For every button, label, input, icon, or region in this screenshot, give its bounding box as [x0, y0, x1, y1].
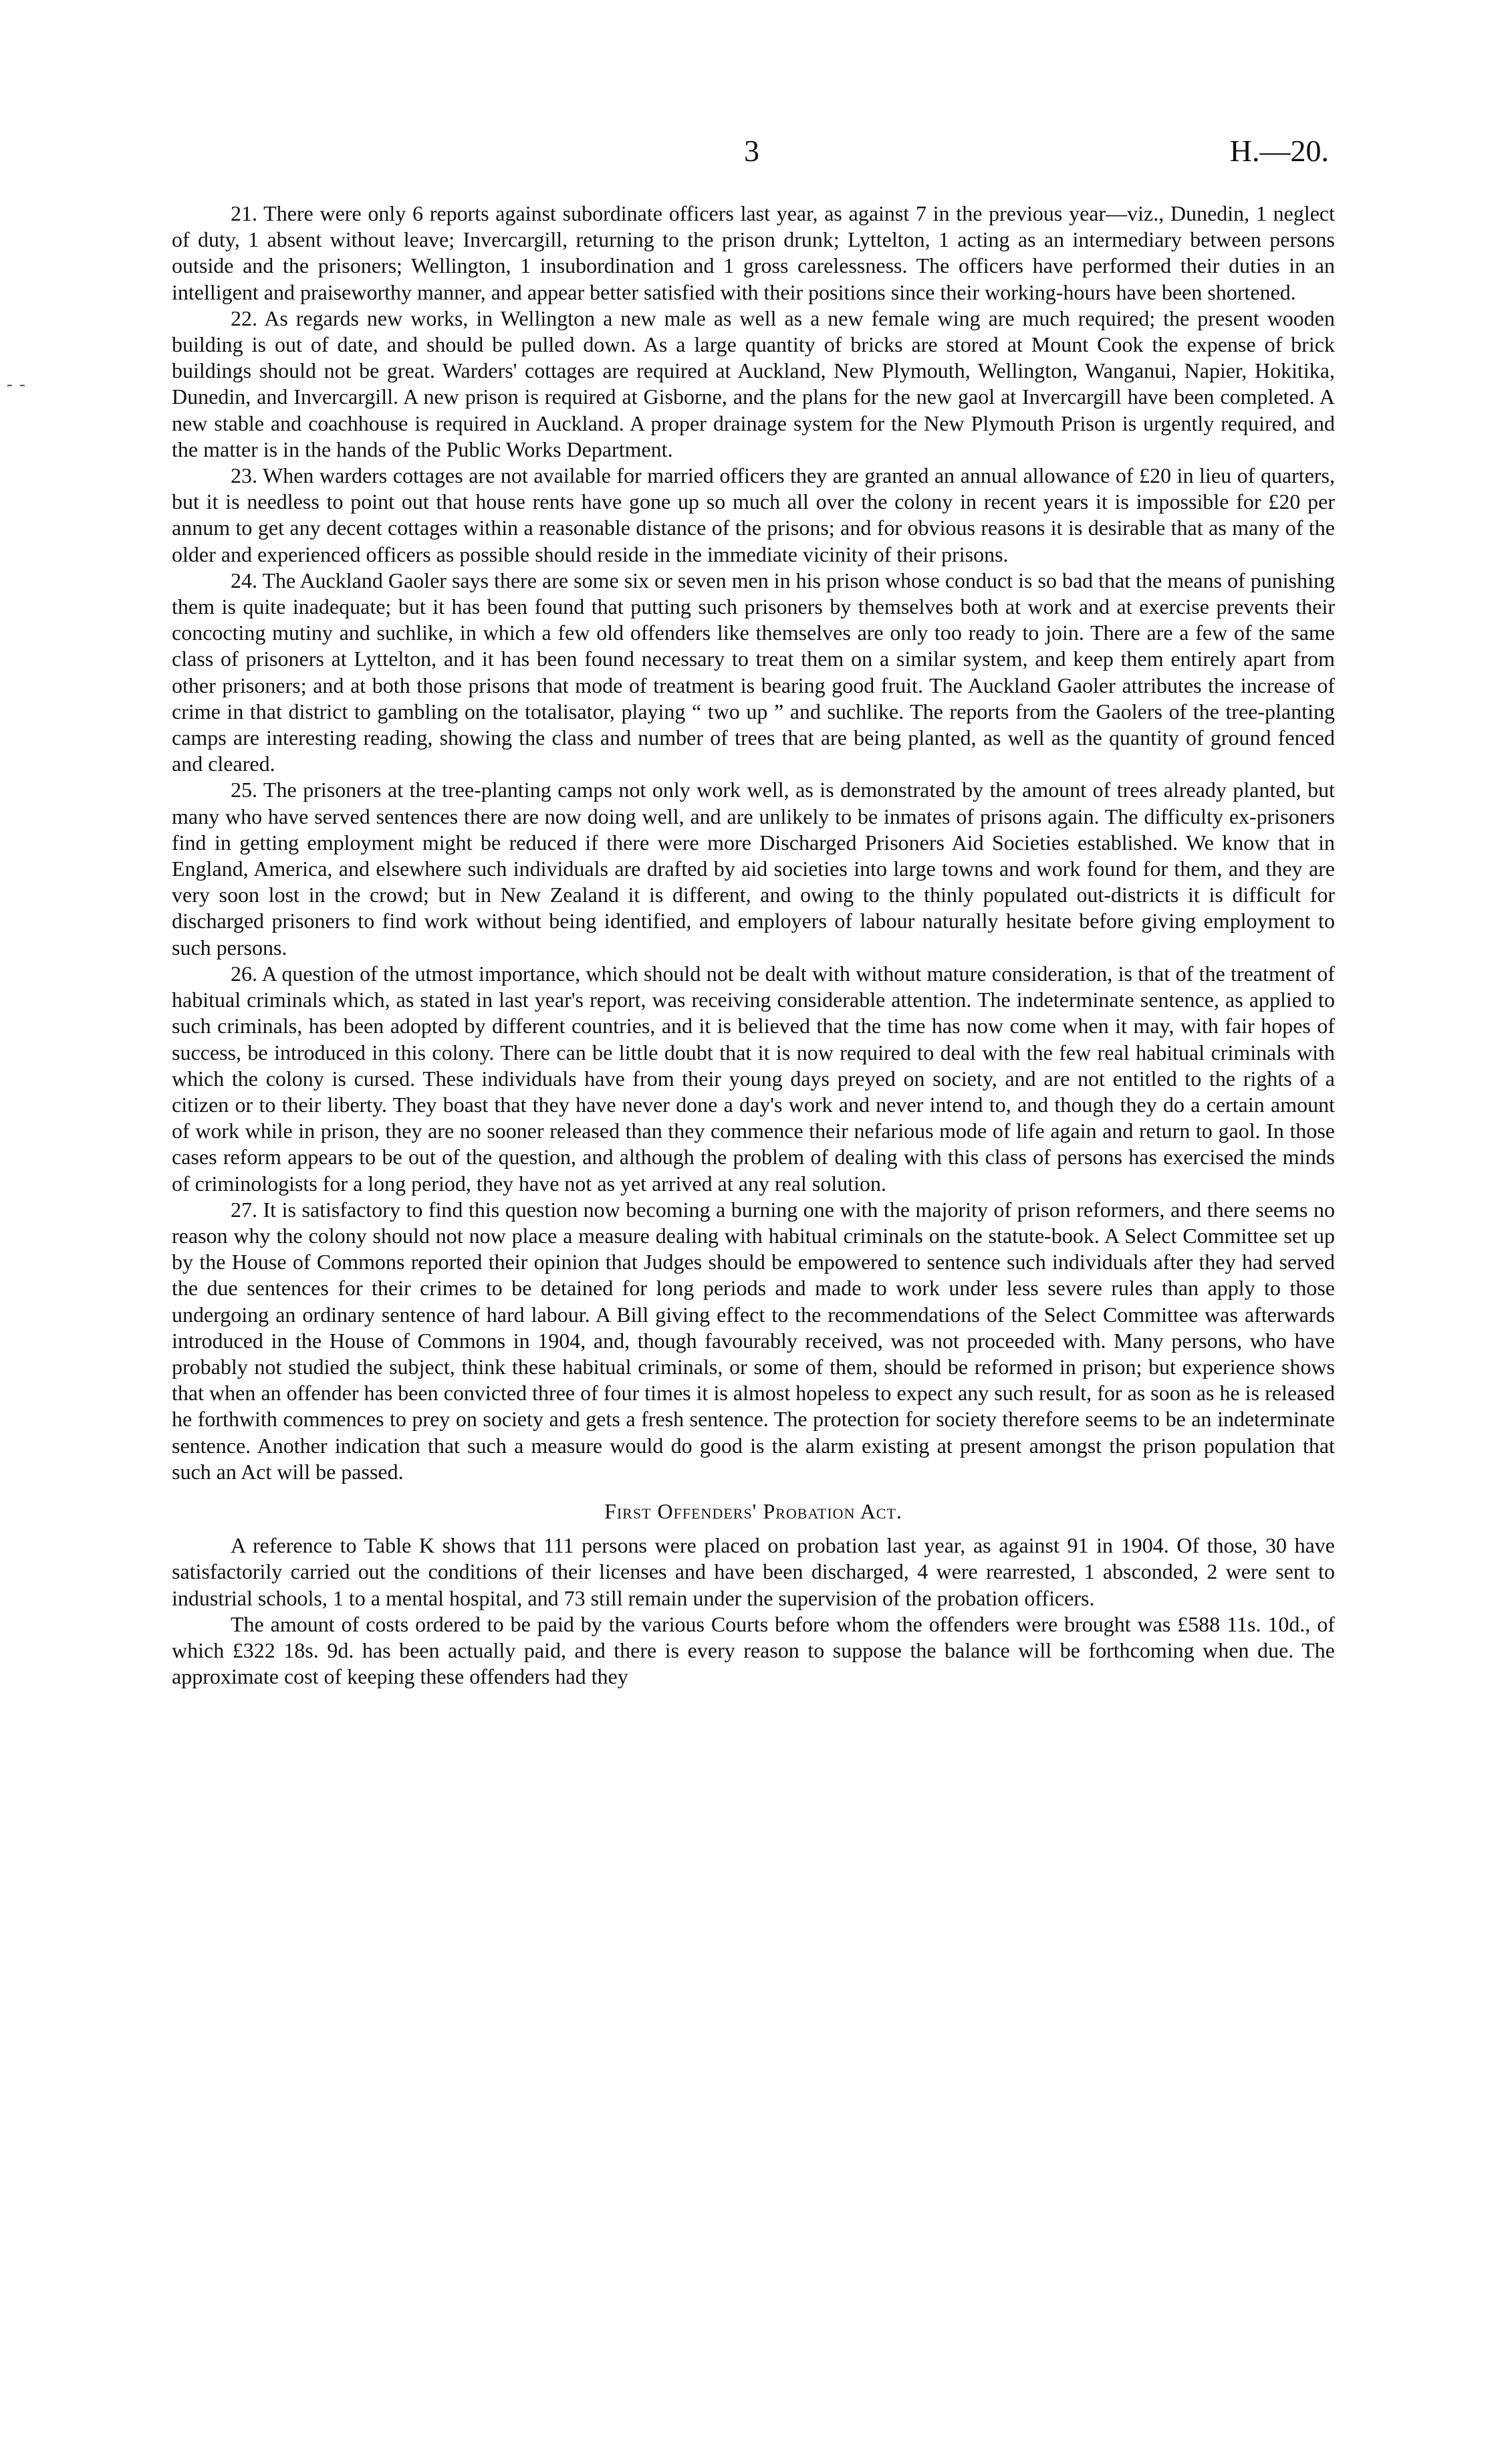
probation-paragraph-1: A reference to Table K shows that 111 persons were placed on probation last year, as against 91 in 1904. Of those, 30 have satisfactorily carried out the conditions of their licenses and have been discharged, 4 were rearrested, 1 absconded, 2 were sent to industrial schools, 1 to a mental hospital, and 73 still remain under the supervision of the probation officers. — [172, 1533, 1335, 1610]
paragraph-26: 26. A question of the utmost importance, which should not be dealt with without mature consideration, is that of the treatment of habitual criminals which, as stated in last year's report, was receiving considerable attention. The indeterminate sentence, as applied to such criminals, has been adopted by different countries, and it is believed that the time has now come when it may, with fair hopes of success, be introduced in this colony. There can be little doubt that it is now required to deal with the few real habitual criminals with which the colony is cursed. These individuals have from their young days preyed on society, and are not entitled to the rights of a citizen or to their liberty. They boast that they have never done a day's work and never intend to, and though they do a certain amount of work while in prison, they are no sooner released than they commence their nefarious mode of life again and return to gaol. In those cases reform appears to be out of the question, and although the problem of dealing with this class of persons has exercised the minds of criminologists for a long period, they have not as yet arrived at any real solution. — [172, 961, 1335, 1196]
body-text — [172, 201, 1335, 1690]
probation-paragraph-2: The amount of costs ordered to be paid by the various Courts before whom the offenders were brought was £588 11s. 10d., of which £322 18s. 9d. has been actually paid, and there is every reason to suppose the balance will be forthcoming when due. The approximate cost of keeping these offenders had they — [172, 1611, 1335, 1689]
paragraph-22: 22. As regards new works, in Wellington a new male as well as a new female wing are much required; the present wooden building is out of date, and should be pulled down. As a large quantity of bricks are stored at Mount Cook the expense of brick buildings should not be great. Warders' cottages are required at Auckland, New Plymouth, Wellington, Wanganui, Napier, Hokitika, Dunedin, and Invercargill. A new prison is required at Gisborne, and the plans for the new gaol at Invercargill have been completed. A new stable and coachhouse is required in Auckland. A proper drainage system for the New Plymouth Prison is urgently required, and the matter is in the hands of the Public Works Department. — [172, 306, 1335, 461]
page-number: 3 — [744, 134, 759, 168]
margin-mark: - - — [7, 374, 27, 394]
paragraph-21: 21. There were only 6 reports against subordinate officers last year, as against 7 in the previous year—viz., Dunedin, 1 neglect of duty, 1 absent without leave; Invercargill, returning to the prison drunk; Lyttelton, 1 acting as an intermediary between persons outside and the prisoners; Wellington, 1 insubordination and 1 gross carelessness. The officers have performed their duties in an intelligent and praiseworthy manner, and appear better satisfied with their positions since their working-hours have been shortened. — [172, 201, 1335, 304]
section-heading: First Offenders' Probation Act. — [604, 1498, 902, 1523]
paragraph-27: 27. It is satisfactory to find this question now becoming a burning one with the majority of prison reformers, and there seems no reason why the colony should not now place a measure dealing with habitual criminals on the statute-book. A Select Committee set up by the House of Commons reported their opinion that Judges should be empowered to sentence such individuals after they had served the due sentences for their crimes to be detained for long periods and made to work under less severe rules than apply to those undergoing an ordinary sentence of hard labour. A Bill giving effect to the recommendations of the Select Committee was afterwards introduced in the House of Commons in 1904, and, though favourably received, was not proceeded with. Many persons, who have probably not studied the subject, think these habitual criminals, or some of them, should be reformed in prison; but experience shows that when an offender has been convicted three of four times it is almost hopeless to expect any such result, for as soon as he is released he forthwith commences to prey on society and gets a fresh sentence. The protection for society therefore seems to be an indeterminate sentence. Another indication that such a measure would do good is the alarm existing at present amongst the prison population that such an Act will be passed. — [172, 1197, 1335, 1484]
paragraph-23: 23. When warders cottages are not available for married officers they are granted an annual allowance of £20 in lieu of quarters, but it is needless to point out that house rents have gone up so much all over the colony in recent years it is impossible for £20 per annum to get any decent cottages within a reasonable distance of the prisons; and for obvious reasons it is desirable that as many of the older and experienced officers as possible should reside in the immediate vicinity of their prisons. — [172, 463, 1335, 566]
paragraph-24: 24. The Auckland Gaoler says there are some six or seven men in his prison whose conduct is so bad that the means of punishing them is quite inadequate; but it has been found that putting such prisoners by themselves both at work and at exercise prevents their concocting mutiny and suchlike, in which a few old offenders like themselves are only too ready to join. There are a few of the same class of prisoners at Lyttelton, and it has been found necessary to treat them on a similar system, and keep them entirely apart from other prisoners; and at both those prisons that mode of treatment is bearing good fruit. The Auckland Gaoler attributes the increase of crime in that district to gambling on the totalisator, playing “ two up ” and suchlike. The reports from the Gaolers of the tree-planting camps are interesting reading, showing the class and number of trees that are being planted, as well as the quantity of ground fenced and cleared. — [172, 568, 1335, 776]
document-reference: H.—20. — [1229, 134, 1329, 168]
page-header — [0, 131, 1508, 171]
paragraph-25: 25. The prisoners at the tree-planting camps not only work well, as is demonstrated by the amount of trees already planted, but many who have served sentences there are now doing well, and are unlikely to be inmates of prisons again. The difficulty ex-prisoners find in getting employment might be reduced if there were more Discharged Prisoners Aid Societies established. We know that in England, America, and elsewhere such individuals are drafted by aid societies into large towns and work found for them, and they are very soon lost in the crowd; but in New Zealand it is different, and owing to the thinly populated out-districts it is difficult for discharged prisoners to find work without being identified, and employers of labour naturally hesitate before giving employment to such persons. — [172, 778, 1335, 960]
